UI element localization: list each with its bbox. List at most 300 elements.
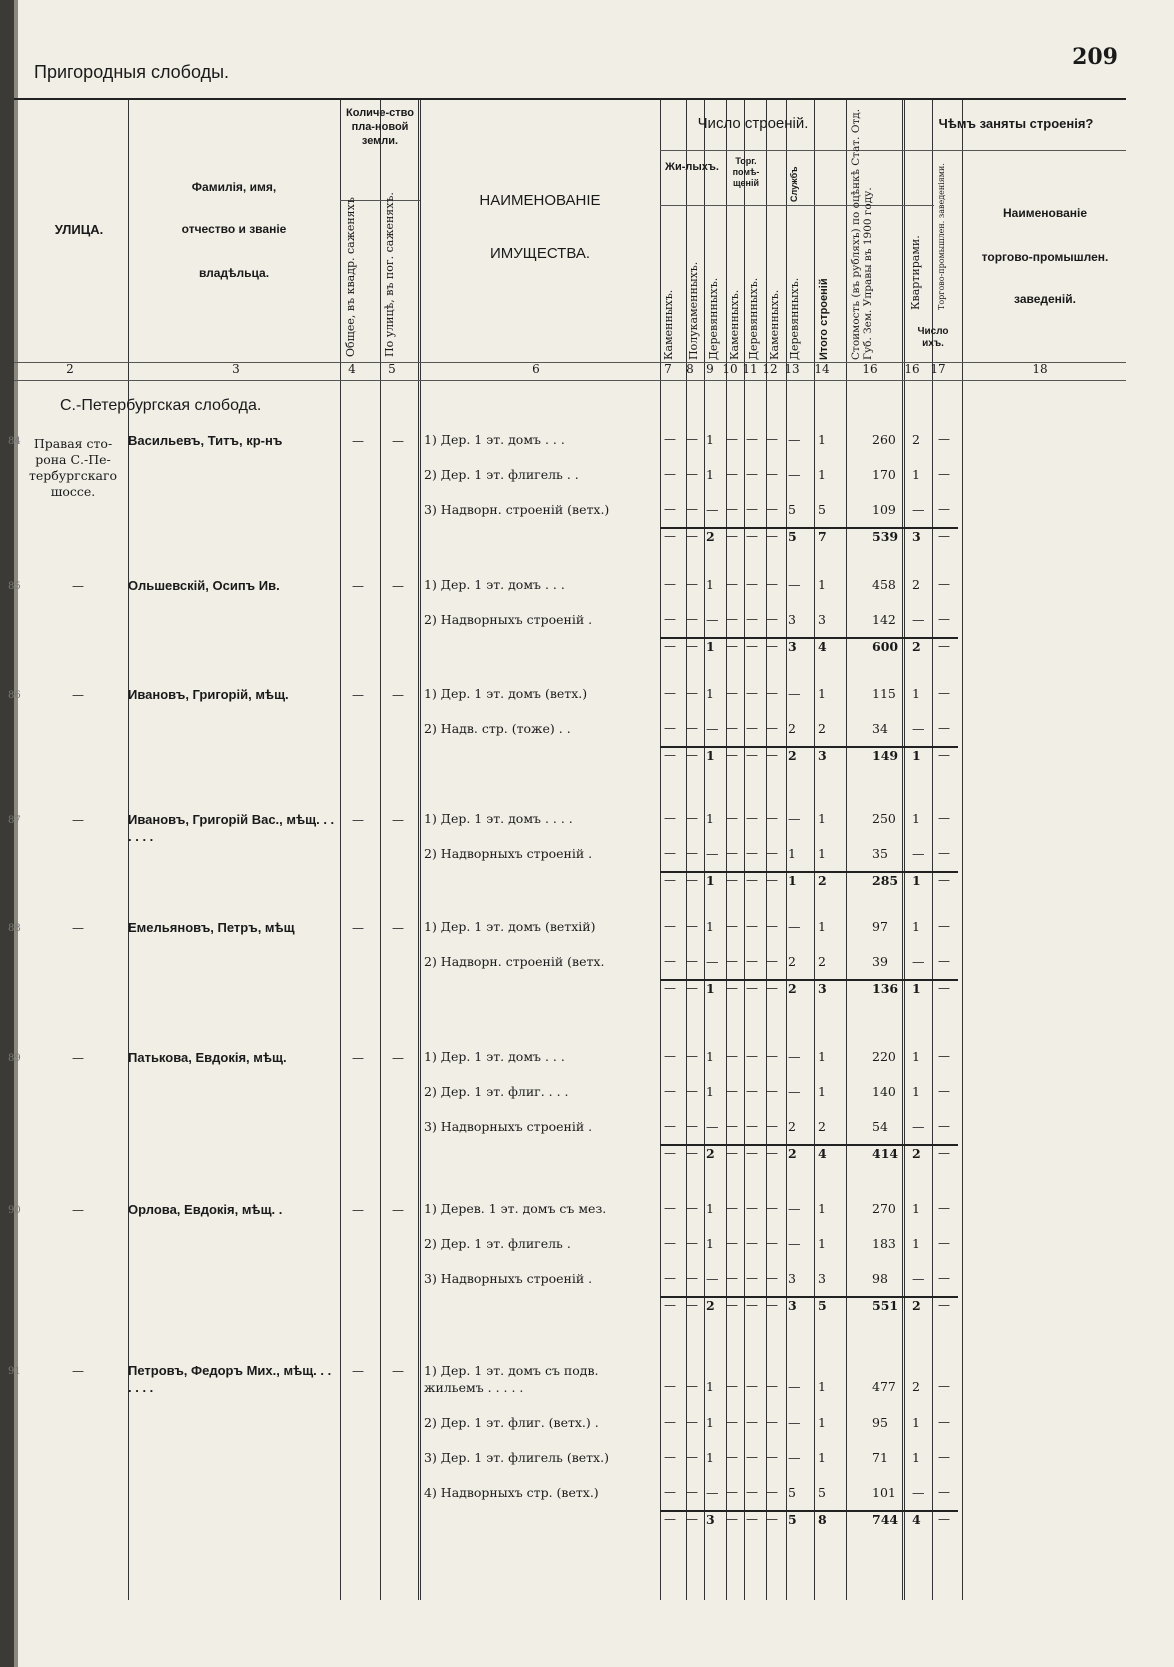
land-street-dash: — [392,813,404,827]
property-value: 140 [872,1084,896,1099]
service-stone-dash: — [766,577,778,591]
wooden-count: — [706,1485,719,1500]
header-owner-line3: владѣльца. [198,266,270,280]
trade-wooden-dash: — [746,721,758,735]
trade-wooden-dash: — [746,811,758,825]
apartments-count: 1 [912,1084,920,1099]
header-land-group: Количе-ство пла-новой земли. [346,107,414,147]
top-rule [14,98,1126,100]
wooden-count: — [706,721,719,736]
column-number: 17 [930,362,946,376]
header-service: Службъ [789,166,799,202]
sum-value: 285 [872,873,899,888]
trade-wooden-dash: — [746,954,758,968]
half-stone-dash: — [686,467,698,481]
apartments-count: 1 [912,1415,920,1430]
property-item: 1) Дер. 1 эт. домъ . . . [424,432,565,447]
trade-estab-dash: — [938,846,950,860]
trade-estab-dash: — [938,721,950,735]
service-stone-dash: — [766,1379,778,1393]
total-buildings: 1 [818,811,826,826]
trade-wooden-dash: — [746,1119,758,1133]
header-wooden: Деревянныхъ. [707,277,720,360]
service-wooden-count: — [788,1450,801,1465]
header-owner-line2: отчество и званіе [181,222,287,236]
sum-value: 414 [872,1146,899,1161]
sum-total-buildings: 2 [818,873,827,888]
land-total-dash: — [352,1051,364,1065]
service-wooden-count: — [788,467,801,482]
sum-half-stone-dash: — [686,1146,698,1160]
column-number: 13 [784,362,800,376]
half-stone-dash: — [686,846,698,860]
apartments-count: — [912,846,925,861]
column-number: 11 [742,362,758,376]
stone-dash: — [664,1084,676,1098]
wooden-count: 1 [706,811,714,826]
column-number: 16 [904,362,920,376]
total-buildings: 5 [818,502,826,517]
stone-dash: — [664,954,676,968]
apartments-count: 1 [912,686,920,701]
stone-dash: — [664,811,676,825]
land-street-dash: — [392,1051,404,1065]
service-stone-dash: — [766,467,778,481]
service-wooden-count: 3 [788,612,796,627]
row-number: 88 [8,923,21,934]
property-item: 3) Надворныхъ строеній . [424,1271,593,1286]
property-item: 2) Надворныхъ строеній . [424,612,593,627]
column-number: 16 [862,362,878,376]
sum-apartments-count: 3 [912,529,921,544]
half-stone-dash: — [686,1415,698,1429]
sum-trade-estab-dash: — [938,748,950,762]
service-wooden-count: — [788,432,801,447]
column-divider [932,100,933,1600]
property-item: 1) Дер. 1 эт. домъ . . . [424,1049,565,1064]
half-stone-dash: — [686,1379,698,1393]
service-stone-dash: — [766,432,778,446]
apartments-count: — [912,954,925,969]
sum-trade-wooden-dash: — [746,981,758,995]
sum-stone-dash: — [664,639,676,653]
apartments-count: 1 [912,1049,920,1064]
property-item: 1) Дер. 1 эт. домъ съ подв. жильемъ . . . . . [424,1363,599,1395]
stone-dash: — [664,1450,676,1464]
trade-stone-dash: — [726,686,738,700]
sum-trade-stone-dash: — [726,639,738,653]
header-trade-names-line3: заведеній. [1014,292,1076,306]
wooden-count: 1 [706,1201,714,1216]
property-item: 2) Надв. стр. (тоже) . . [424,721,571,736]
stone-dash: — [664,432,676,446]
sum-service-wooden-count: 2 [788,1146,797,1161]
property-value: 98 [872,1271,888,1286]
property-value: 95 [872,1415,888,1430]
header-trade: Торг. помѣ-щеній [732,156,760,188]
service-stone-dash: — [766,919,778,933]
trade-estab-dash: — [938,1450,950,1464]
sum-total-buildings: 4 [818,1146,827,1161]
property-item: 2) Дер. 1 эт. флиг. (ветх.) . [424,1415,599,1430]
property-value: 109 [872,502,896,517]
wooden-count: — [706,1119,719,1134]
sum-trade-stone-dash: — [726,529,738,543]
total-buildings: 1 [818,467,826,482]
sum-service-wooden-count: 2 [788,981,797,996]
apartments-count: — [912,1485,925,1500]
half-stone-dash: — [686,502,698,516]
sum-service-stone-dash: — [766,748,778,762]
service-stone-dash: — [766,1450,778,1464]
column-number: 10 [722,362,738,376]
half-stone-dash: — [686,1119,698,1133]
total-buildings: 1 [818,1415,826,1430]
header-land-street: По улицѣ, въ пог. саженяхъ. [383,192,396,357]
sum-total-buildings: 5 [818,1298,827,1313]
total-buildings: 5 [818,1485,826,1500]
stone-dash: — [664,1379,676,1393]
header-apartments: Квартирами. [909,235,922,310]
wooden-count: — [706,1271,719,1286]
sum-trade-estab-dash: — [938,639,950,653]
trade-wooden-dash: — [746,919,758,933]
land-total-dash: — [352,921,364,935]
wooden-count: 1 [706,467,714,482]
row-number: 91 [8,1366,21,1377]
half-stone-dash: — [686,1084,698,1098]
property-value: 458 [872,577,896,592]
sum-trade-estab-dash: — [938,873,950,887]
stone-dash: — [664,1271,676,1285]
street-ditto-dash: — [72,813,84,827]
sum-half-stone-dash: — [686,529,698,543]
stone-dash: — [664,846,676,860]
sum-stone-dash: — [664,1512,676,1526]
trade-estab-dash: — [938,686,950,700]
service-stone-dash: — [766,1049,778,1063]
property-item: 1) Дерев. 1 эт. домъ съ мез. [424,1201,607,1216]
apartments-count: — [912,612,925,627]
header-trade-names-line2: торгово-промышлен. [981,250,1109,264]
trade-estab-dash: — [938,1379,950,1393]
trade-wooden-dash: — [746,1485,758,1499]
total-buildings: 2 [818,721,826,736]
trade-estab-dash: — [938,1271,950,1285]
property-value: 115 [872,686,896,701]
half-stone-dash: — [686,1201,698,1215]
service-stone-dash: — [766,1236,778,1250]
row-number: 89 [8,1053,21,1064]
owner-name: Емельяновъ, Петръ, мѣщ [128,920,295,935]
service-wooden-count: 2 [788,954,796,969]
trade-estab-dash: — [938,1415,950,1429]
half-stone-dash: — [686,1271,698,1285]
sum-value: 149 [872,748,899,763]
section-title: С.-Петербургская слобода. [60,397,262,414]
half-stone-dash: — [686,1485,698,1499]
service-wooden-count: 2 [788,721,796,736]
property-value: 71 [872,1450,888,1465]
total-buildings: 2 [818,954,826,969]
trade-stone-dash: — [726,1485,738,1499]
sum-wooden-count: 1 [706,748,715,763]
trade-stone-dash: — [726,1049,738,1063]
sum-total-buildings: 3 [818,748,827,763]
column-divider [846,100,847,1600]
service-stone-dash: — [766,1119,778,1133]
service-stone-dash: — [766,721,778,735]
column-divider [704,100,705,1600]
wooden-count: 1 [706,577,714,592]
trade-stone-dash: — [726,1119,738,1133]
sum-value: 600 [872,639,899,654]
sum-service-stone-dash: — [766,639,778,653]
total-buildings: 1 [818,1084,826,1099]
service-stone-dash: — [766,954,778,968]
property-value: 183 [872,1236,896,1251]
trade-wooden-dash: — [746,1450,758,1464]
row-number: 86 [8,690,21,701]
header-total-buildings: Итого строеній [818,278,830,360]
sum-service-stone-dash: — [766,1146,778,1160]
column-number: 9 [706,362,714,376]
service-stone-dash: — [766,1271,778,1285]
page-number: 209 [1072,44,1118,70]
sum-service-stone-dash: — [766,529,778,543]
trade-stone-dash: — [726,1201,738,1215]
service-stone-dash: — [766,612,778,626]
column-divider [786,100,787,1600]
header-trade-wooden: Деревянныхъ. [747,277,760,360]
half-stone-dash: — [686,954,698,968]
column-number: 2 [66,362,74,376]
header-value: Стоимость (въ рубляхъ) по оцѣнкѣ Стат. Отд. Губ. Зем. Управы въ 1900 году. [850,108,874,360]
street-name: Правая сто-рона С.-Пе-тербургскаго шоссе. [28,436,118,499]
half-stone-dash: — [686,612,698,626]
sum-wooden-count: 1 [706,981,715,996]
apartments-count: 2 [912,1379,920,1394]
property-item: 1) Дер. 1 эт. домъ (ветх.) [424,686,588,701]
wooden-count: 1 [706,1379,714,1394]
header-street: УЛИЦА. [54,222,104,237]
sum-value: 539 [872,529,899,544]
trade-stone-dash: — [726,1271,738,1285]
apartments-count: 1 [912,919,920,934]
land-total-dash: — [352,813,364,827]
column-number: 18 [1032,362,1048,376]
land-street-dash: — [392,921,404,935]
header-half-stone: Полукаменныхъ. [687,261,700,360]
trade-wooden-dash: — [746,432,758,446]
sum-trade-wooden-dash: — [746,748,758,762]
header-property-line1: НАИМЕНОВАНІЕ [479,192,601,209]
trade-estab-dash: — [938,1084,950,1098]
header-service-wooden: Деревянныхъ. [788,277,801,360]
land-total-dash: — [352,579,364,593]
sum-apartments-count: 1 [912,981,921,996]
trade-wooden-dash: — [746,1236,758,1250]
half-stone-dash: — [686,811,698,825]
header-bottom-rule [14,362,1126,363]
sum-value: 744 [872,1512,899,1527]
column-divider [814,100,815,1600]
wooden-count: 1 [706,1084,714,1099]
property-value: 34 [872,721,888,736]
property-value: 39 [872,954,888,969]
apartments-count: — [912,1271,925,1286]
row-number: 84 [8,436,21,447]
service-stone-dash: — [766,846,778,860]
header-land-total: Общее, въ квадр. саженяхъ [344,197,357,357]
service-wooden-count: — [788,919,801,934]
column-divider [904,100,905,1600]
property-item: 2) Дер. 1 эт. флиг. . . . [424,1084,569,1099]
sum-trade-stone-dash: — [726,1146,738,1160]
total-buildings: 3 [818,1271,826,1286]
property-value: 170 [872,467,896,482]
sum-service-wooden-count: 3 [788,639,797,654]
total-buildings: 3 [818,612,826,627]
sum-value: 136 [872,981,899,996]
sum-trade-estab-dash: — [938,1146,950,1160]
trade-estab-dash: — [938,811,950,825]
wooden-count: 1 [706,432,714,447]
owner-name: Ивановъ, Григорій Вас., мѣщ. . . . . . . [128,812,335,844]
property-item: 1) Дер. 1 эт. домъ (ветхій) [424,919,596,934]
apartments-count: 2 [912,432,920,447]
column-number: 6 [532,362,540,376]
service-stone-dash: — [766,1201,778,1215]
sum-trade-stone-dash: — [726,1512,738,1526]
sum-trade-estab-dash: — [938,1512,950,1526]
sum-wooden-count: 2 [706,1298,715,1313]
total-buildings: 1 [818,846,826,861]
sum-half-stone-dash: — [686,1298,698,1312]
trade-estab-dash: — [938,954,950,968]
property-value: 97 [872,919,888,934]
property-item: 2) Надворныхъ строеній . [424,846,593,861]
apartments-count: — [912,721,925,736]
book-binding-shadow [14,0,18,1667]
trade-wooden-dash: — [746,1379,758,1393]
sum-wooden-count: 3 [706,1512,715,1527]
half-stone-dash: — [686,919,698,933]
property-item: 3) Надворныхъ строеній . [424,1119,593,1134]
service-wooden-count: — [788,1415,801,1430]
service-stone-dash: — [766,502,778,516]
total-buildings: 1 [818,1049,826,1064]
stone-dash: — [664,1485,676,1499]
column-divider [660,100,661,1600]
stone-dash: — [664,467,676,481]
sum-wooden-count: 1 [706,639,715,654]
trade-estab-dash: — [938,1119,950,1133]
trade-stone-dash: — [726,811,738,825]
service-wooden-count: — [788,1084,801,1099]
property-item: 1) Дер. 1 эт. домъ . . . . [424,811,573,826]
service-stone-dash: — [766,1485,778,1499]
service-wooden-count: 3 [788,1271,796,1286]
apartments-count: — [912,1119,925,1134]
trade-stone-dash: — [726,467,738,481]
property-value: 270 [872,1201,896,1216]
header-trade-names-line1: Наименованіе [1003,206,1087,220]
sum-stone-dash: — [664,981,676,995]
sum-apartments-count: 2 [912,639,921,654]
total-buildings: 1 [818,919,826,934]
service-stone-dash: — [766,811,778,825]
land-street-dash: — [392,434,404,448]
half-stone-dash: — [686,721,698,735]
land-street-dash: — [392,688,404,702]
trade-estab-dash: — [938,432,950,446]
sum-stone-dash: — [664,1146,676,1160]
wooden-count: — [706,612,719,627]
service-wooden-count: — [788,811,801,826]
trade-estab-dash: — [938,919,950,933]
sum-apartments-count: 1 [912,873,921,888]
service-wooden-count: 5 [788,1485,796,1500]
trade-wooden-dash: — [746,1049,758,1063]
column-number: 3 [232,362,240,376]
stone-dash: — [664,919,676,933]
total-buildings: 1 [818,1236,826,1251]
header-count-label: Число ихъ. [917,326,949,349]
owner-name: Ольшевскій, Осипъ Ив. [128,578,280,593]
street-ditto-dash: — [72,1051,84,1065]
service-wooden-count: — [788,686,801,701]
trade-wooden-dash: — [746,612,758,626]
row-number: 87 [8,815,21,826]
sum-total-buildings: 3 [818,981,827,996]
wooden-count: 1 [706,1415,714,1430]
owner-name: Васильевъ, Титъ, кр-нъ [128,433,283,448]
stone-dash: — [664,1201,676,1215]
sum-trade-stone-dash: — [726,748,738,762]
column-number: 5 [388,362,396,376]
total-buildings: 1 [818,432,826,447]
sum-service-wooden-count: 5 [788,1512,797,1527]
header-buildings-group: Число строеній. [697,115,809,132]
sum-half-stone-dash: — [686,1512,698,1526]
trade-wooden-dash: — [746,1415,758,1429]
trade-wooden-dash: — [746,1201,758,1215]
sum-trade-wooden-dash: — [746,873,758,887]
land-street-dash: — [392,1203,404,1217]
sum-stone-dash: — [664,529,676,543]
column-divider [962,100,963,1600]
total-buildings: 2 [818,1119,826,1134]
sum-service-wooden-count: 1 [788,873,797,888]
sum-total-buildings: 8 [818,1512,827,1527]
stone-dash: — [664,502,676,516]
trade-stone-dash: — [726,721,738,735]
sum-trade-wooden-dash: — [746,529,758,543]
column-divider [340,100,341,1600]
wooden-count: 1 [706,1236,714,1251]
property-value: 142 [872,612,896,627]
header-residential: Жи-лыхъ. [665,161,719,173]
trade-estab-dash: — [938,1049,950,1063]
trade-wooden-dash: — [746,1084,758,1098]
column-number: 12 [762,362,778,376]
trade-stone-dash: — [726,846,738,860]
wooden-count: 1 [706,686,714,701]
stone-dash: — [664,577,676,591]
sum-half-stone-dash: — [686,748,698,762]
sum-half-stone-dash: — [686,639,698,653]
